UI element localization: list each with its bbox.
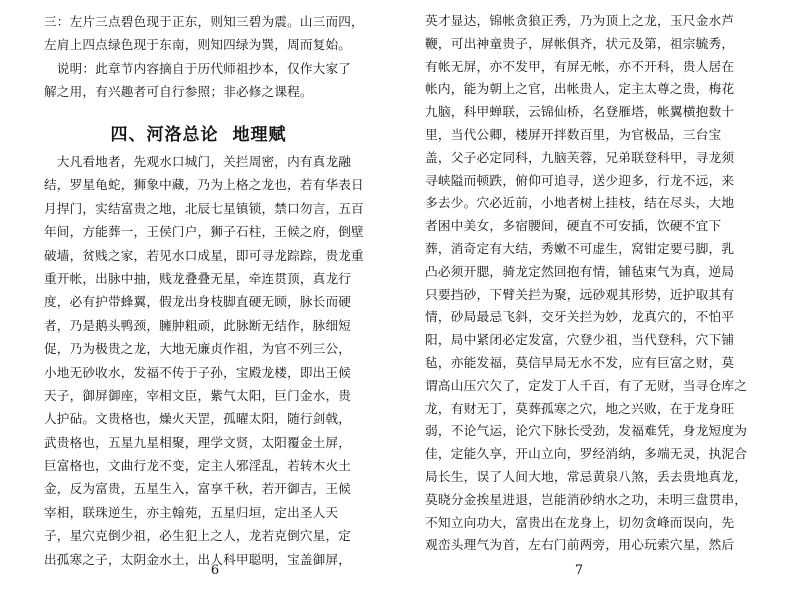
text-line: 宰相，联珠逆生，亦主翰苑，五星归垣，定出圣人天 — [44, 504, 339, 520]
text-line: 葬，消奇定有大结，秀嫩不可虚生，窝钳定要弓脚，乳 — [425, 240, 735, 256]
text-line: 龙，有财无丁，莫葬孤寒之穴，地之兴败，在于龙身旺 — [425, 400, 735, 416]
text-line: 武贵格也，五星九星相聚，理学文贤，太阳覆金土屏， — [44, 434, 352, 450]
text-line: 阳，局中紧闭必定发富，穴登少祖，当代登科，穴下铺 — [425, 332, 735, 348]
text-line: 解之用，有兴趣者可自行参照；非必修之课程。 — [44, 84, 313, 100]
text-line: 凸必须开腮，骑龙定然回抱有情，铺毡束气为真，逆局 — [425, 263, 735, 279]
text-line: 金，反为富贵，五星生入，富享千秋，若开御吉，王候 — [44, 481, 352, 497]
text-line: 人护砧。文贵格也，燥火天罡，孤曜太阳，随行剑戟， — [44, 411, 352, 427]
text-line: 者，乃是鹅头鸭颈，臃肿粗顽，此脉断无结作，脉细短 — [44, 317, 352, 333]
text-line: 三：左片三点碧色现于正东，则知三碧为震。山三而四， — [44, 14, 364, 29]
text-line: 破墙，贫贱之家，若见水口成星，即可寻龙踪踪，贵龙重 — [44, 247, 364, 263]
left-page-top-text — [44, 10, 374, 104]
text-line: 度，必有护带蜂翼，假龙出身枝脚直硬无顾，脉长而硬 — [44, 294, 352, 310]
text-line: 谓高山压穴欠了，定发丁人千百，有了无财，当寻仓库之 — [425, 377, 748, 393]
text-line: 有帐无屏，亦不发甲，有屏无帐，亦不开科，贵人居在 — [425, 58, 735, 74]
text-line: 说明：此章节内容摘自于历代师祖抄本，仅作大家了 — [44, 60, 352, 76]
page-number: 6 — [210, 563, 220, 578]
text-line: 局长生，误了人间大地，常忌黄泉八煞，丢去贵地真龙， — [425, 468, 748, 484]
text-line: 不知立向功大，富贵出在龙身上，切勿贪峰而误向，先 — [425, 514, 735, 530]
text-line: 月捍门，实结富贵之地，北辰七星镇锁，禁口勿言，五百 — [44, 200, 364, 216]
text-line: 巨富格也，文曲行龙不变，定主人邪淫乱，若转木火土 — [44, 458, 352, 474]
page-number: 7 — [574, 563, 584, 578]
right-page — [397, 0, 793, 600]
heading-title: 地理赋 — [232, 125, 287, 145]
text-line: 左肩上四点绿色现于东南，则知四绿为巽，周而复始。 — [44, 37, 352, 53]
text-line: 天子，御屏御座，宰相文臣，紫气太阳，巨门金水，贵 — [44, 387, 352, 403]
text-line: 毡，亦能发福，莫信早局无水不发，应有巨富之财，莫 — [425, 354, 735, 370]
left-page-body-text — [44, 150, 374, 571]
text-line: 子，星穴克倒少祖，必生犯上之人，龙若克倒穴星，定 — [44, 528, 352, 544]
text-line: 弱，不论气运，论穴下脉长受劲，发福难凭，身龙短度为 — [425, 423, 748, 439]
text-line: 结，罗星龟蛇，狮象中藏，乃为上格之龙也，若有华表日 — [44, 177, 364, 193]
text-line: 英才显达，锦帐贪狼正秀，乃为顶上之龙，玉尺金水芦 — [425, 13, 735, 28]
text-line: 里，当代公卿，楼屏开拌数百里，为官极品，三台宝 — [425, 126, 722, 142]
text-line: 年间，方能葬一，王侯门户，狮子石柱，王候之府，倒壁 — [44, 224, 364, 240]
text-line: 小地无砂收水，发福不传于子孙，宝殿龙楼，即出王候 — [44, 364, 352, 380]
right-page-body-text — [425, 10, 770, 557]
text-line: 者困中美女，多宿腰间，硬直不可安插，饮硬不宜下 — [425, 218, 722, 234]
text-line: 出孤寒之子，太阴金水土，出人科甲聪明，宝盖御屏， — [44, 551, 352, 567]
text-line: 九脑，科甲蝉联，云锦仙桥，名登雁塔，帐翼横抱数十 — [425, 104, 735, 120]
text-line: 盖，父子必定同科，九脑芙蓉，兄弟联登科甲，寻龙须 — [425, 149, 735, 165]
text-line: 寻峡隘而顿跌，俯仰可追寻，送少迎多，行龙不远，来 — [425, 172, 735, 188]
text-line: 观峦头理气为首，左右门前两旁，用心玩索穴星，然后 — [425, 537, 735, 553]
text-line: 多去少。穴必近前，小地者树上挂枝，结在尽头，大地 — [425, 195, 735, 211]
text-line: 情，砂局最忌飞斜，交牙关拦为妙，龙真穴的，不怕平 — [425, 309, 735, 325]
text-line: 只要挡砂，下臂关拦为聚，远砂观其形势，近护取其有 — [425, 286, 735, 302]
text-line: 促，乃为极贵之龙，大地无廉贞作祖，为官不列三公， — [44, 341, 352, 357]
heading-number: 四、河洛总论 — [110, 125, 219, 145]
text-line: 大凡看地者，先观水口城门，关拦周密，内有真龙融 — [44, 154, 352, 169]
text-line: 帐内，能为朝上之官，出帐贵人，定主太尊之贵，梅花 — [425, 81, 735, 97]
text-line: 重开帐，出脉中抽，贱龙叠叠无星，牵连贯顶，真龙行 — [44, 270, 352, 286]
text-line: 佳，定能久享，开山立向，罗经消纳，多端无灵，执泥合 — [425, 446, 748, 462]
section-heading — [0, 120, 397, 145]
text-line: 莫晓分金挨星进退，岂能消砂纳水之功，未明三盘贯串， — [425, 491, 748, 507]
text-line: 鞭，可出神童贵子，屏帐俱齐，状元及第，祖宗毓秀， — [425, 35, 735, 51]
